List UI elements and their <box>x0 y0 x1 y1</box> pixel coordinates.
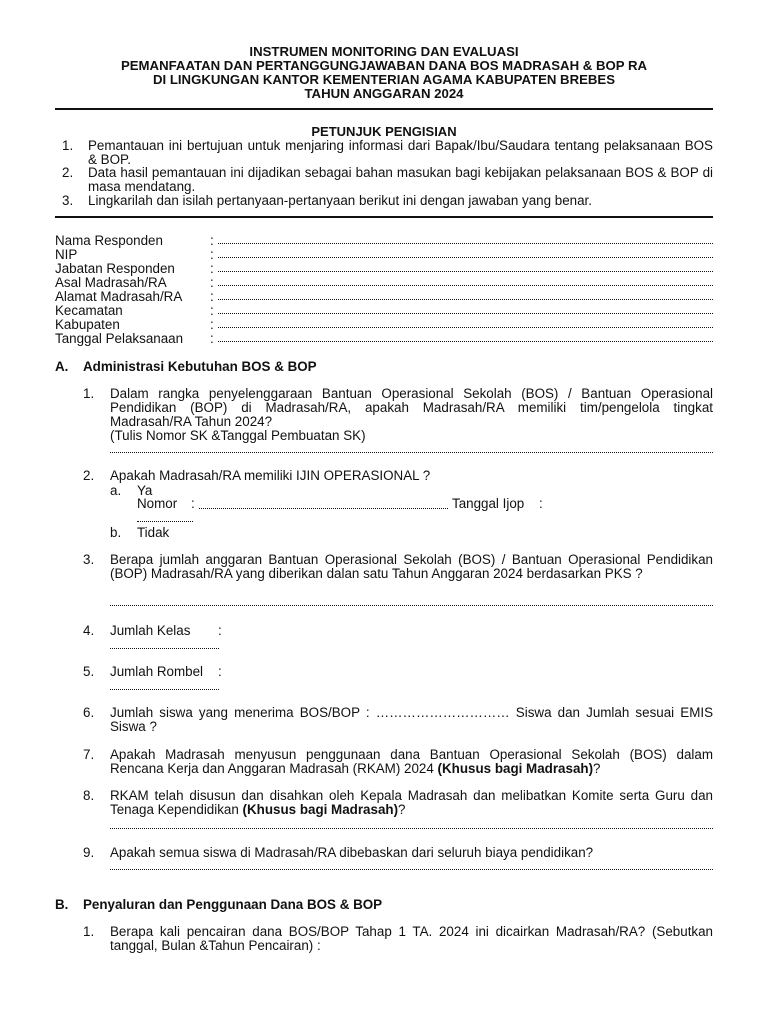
question-text: Jumlah siswa yang menerima BOS/BOP : ………………………… Siswa dan Jumlah sesuai EMIS Siswa ? <box>110 705 713 734</box>
header-line-4: TAHUN ANGGARAN 2024 <box>304 86 464 101</box>
field-label: NIP <box>55 247 78 262</box>
question-a2: 2. Apakah Madrasah/RA memiliki IJIN OPERASIONAL ? <box>83 469 713 483</box>
field-asal-madrasah[interactable]: Asal Madrasah/RA : <box>55 276 713 290</box>
question-a3: 3. Berapa jumlah anggaran Bantuan Operasional Sekolah (BOS) / Bantuan Operasional Pendidikan (BOP) Madrasah/RA yang diberikan dalan satu Tahun Anggaran 2024 berdasarkan PKS ? <box>83 552 713 581</box>
nomor-label: Nomor <box>137 496 178 511</box>
header-divider <box>55 108 713 110</box>
question-a5-text: Jumlah Rombel <box>110 664 204 679</box>
instruction-text: Lingkarilah dan isilah pertanyaan-pertanyaan berikut ini dengan jawaban yang benar. <box>88 193 592 208</box>
question-text: RKAM telah disusun dan disahkan oleh Kepala Madrasah dan melibatkan Komite serta Guru dan Tenaga Kependidikan (Khusus bagi Madrasah)? <box>110 788 713 817</box>
field-alamat-madrasah[interactable]: Alamat Madrasah/RA : <box>55 290 713 304</box>
header-line-3: DI LINGKUNGAN KANTOR KEMENTERIAN AGAMA KABUPATEN BREBES <box>152 72 616 87</box>
instruction-item <box>55 166 713 193</box>
nomor-input-line[interactable] <box>199 508 448 509</box>
field-label: Asal Madrasah/RA <box>55 275 167 290</box>
answer-line[interactable] <box>110 869 713 870</box>
instruction-text: Pemantauan ini bertujuan untuk menjaring informasi dari Bapak/Ibu/Saudara tentang pelaksanaan BOS & BOP. <box>88 138 713 167</box>
question-a9: 9. Apakah semua siswa di Madrasah/RA dibebaskan dari seluruh biaya pendidikan? <box>83 846 713 860</box>
instruction-number: 3. <box>62 193 74 208</box>
field-input-line[interactable] <box>218 271 713 272</box>
field-input-line[interactable] <box>218 341 713 342</box>
petunjuk-title: PETUNJUK PENGISIAN <box>311 124 457 139</box>
field-input-line[interactable] <box>218 299 713 300</box>
field-jabatan-responden[interactable]: Jabatan Responden : <box>55 262 713 276</box>
field-label: Tanggal Pelaksanaan <box>55 331 184 346</box>
answer-line[interactable] <box>110 828 713 829</box>
field-label: Nama Responden <box>55 233 163 248</box>
question-a6: 6. Jumlah siswa yang menerima BOS/BOP : ………………………… Siswa dan Jumlah sesuai EMIS Siswa ? <box>83 705 713 734</box>
field-nama-responden[interactable]: Nama Responden : <box>55 234 713 248</box>
field-tanggal-pelaksanaan[interactable]: Tanggal Pelaksanaan : <box>55 332 713 346</box>
question-text: Berapa kali pencairan dana BOS/BOP Tahap 1 TA. 2024 ini dicairkan Madrasah/RA? (Sebutkan tanggal, Bulan &Tahun Pencairan) : <box>110 924 713 953</box>
question-a8: 8. RKAM telah disusun dan disahkan oleh Kepala Madrasah dan melibatkan Komite serta Guru dan Tenaga Kependidikan (Khusus bagi Madrasah)? <box>83 788 713 817</box>
answer-line[interactable] <box>110 605 713 606</box>
instruction-number: 1. <box>62 138 74 153</box>
field-nip[interactable]: NIP : <box>55 248 713 262</box>
field-label: Alamat Madrasah/RA <box>55 289 183 304</box>
option-ya[interactable]: Ya <box>137 483 153 498</box>
field-input-line[interactable] <box>218 243 713 244</box>
question-b1: 1. Berapa kali pencairan dana BOS/BOP Tahap 1 TA. 2024 ini dicairkan Madrasah/RA? (Sebutkan tanggal, Bulan &Tahun Pencairan) : <box>83 924 713 953</box>
question-text: Dalam rangka penyelenggaraan Bantuan Operasional Sekolah (BOS) / Bantuan Operasional Pendidikan (BOP) di Madrasah/RA, apakah Madrasah/RA memiliki tim/pengelola tingkat Madrasah/RA Tahun 2024? <box>110 386 713 429</box>
field-label: Kecamatan <box>55 303 123 318</box>
question-text: Apakah Madrasah/RA memiliki IJIN OPERASIONAL ? <box>110 468 431 483</box>
instruction-item <box>55 139 713 166</box>
field-kecamatan[interactable]: Kecamatan : <box>55 304 713 318</box>
instruction-number: 2. <box>62 165 74 180</box>
jumlah-kelas-input-line[interactable] <box>110 648 219 649</box>
petunjuk-divider <box>55 216 713 218</box>
jumlah-siswa-blank[interactable]: ………………………… <box>375 705 510 720</box>
question-a4-text: Jumlah Kelas <box>110 623 191 638</box>
option-tidak[interactable]: Tidak <box>137 525 170 540</box>
field-input-line[interactable] <box>218 257 713 258</box>
field-label: Kabupaten <box>55 317 120 332</box>
header-line-1: INSTRUMEN MONITORING DAN EVALUASI <box>249 44 519 59</box>
tanggal-ijop-label: Tanggal Ijop <box>452 496 525 511</box>
document-page: INSTRUMEN MONITORING DAN EVALUASI PEMANFAATAN DAN PERTANGGUNGJAWABAN DANA BOS MADRASAH & BOP RA DI LINGKUNGAN KANTOR KEMENTERIAN AGAMA KABUPATEN BREBES TAHUN ANGGARAN 2024 PETUNJUK PENGISIAN 1. Pemantauan ini bertujuan untuk menjaring informasi dari Bapak/Ibu/Saudara tentang pelaksanaan BOS & BOP. 2. Data hasil pemantauan ini dijadikan sebagai bahan masukan bagi kebijakan pelaksanaan BOS & BOP di masa mendatang. 3. Lingkarilah dan isilah pertanyaan-pertanyaan berikut ini dengan jawaban yang benar. Nama Responden : NIP : Jabatan Responden : Asal Madrasah/RA : Alamat Madrasah/RA : Kecamatan : Kabupaten : Tanggal Pelaksanaan : A. Administrasi Kebutuhan BOS & BOP 1. Dalam rangka penyelenggaraan Bantuan Operasional Sekolah (BOS) / Bantuan Operasional Pendidikan (BOP) di Madrasah/RA, apakah Madrasah/RA memiliki tim/pengelola tingkat Madrasah/RA Tahun 2024? (Tulis Nomor SK &Tanggal Pembuatan SK) 2. Apakah Madrasah/RA memiliki IJIN OPERASIONAL ? a. Ya Nomor : Tanggal Ijop : b. Tidak 3. Berapa jumlah anggaran Bantuan Operasional Sekolah (BOS) / Bantuan Operasional Pendidikan (BOP) Madrasah/RA yang diberikan dalan satu Tahun Anggaran 2024 berdasarkan PKS ? 4. Jumlah Kelas : 5. Jumlah Rombel : 6. Jumlah siswa yang menerima BOS/BOP : ………………………… Siswa dan Jumlah sesuai EMIS Siswa ? 7. Apakah Madrasah menyusun penggunaan dana Bantuan Operasional Sekolah (BOS) dalam Rencana Kerja dan Anggaran Madrasah (RKAM) 2024 (Khusus bagi Madrasah)? 8. RKAM telah disusun dan disahkan oleh Kepala Madrasah dan melibatkan Komite serta Guru dan Tenaga Kependidikan (Khusus bagi Madrasah)? 9. Apakah semua siswa di Madrasah/RA dibebaskan dari seluruh biaya pendidikan? B. Penyaluran dan Penggunaan Dana BOS & BOP 1. Berapa kali pencairan dana BOS/BOP Tahap 1 TA. 2024 ini dicairkan Madrasah/RA? (Sebutkan tanggal, Bulan &Tahun Pencairan) : <box>0 0 768 1024</box>
question-text: Berapa jumlah anggaran Bantuan Operasional Sekolah (BOS) / Bantuan Operasional Pendidikan (BOP) Madrasah/RA yang diberikan dalan satu Tahun Anggaran 2024 berdasarkan PKS ? <box>110 552 713 581</box>
instruction-text: Data hasil pemantauan ini dijadikan sebagai bahan masukan bagi kebijakan pelaksanaan BOS & BOP di masa mendatang. <box>88 165 713 194</box>
tanggal-ijop-input-line[interactable] <box>137 521 193 522</box>
question-a5-number: 5. <box>83 664 95 679</box>
field-input-line[interactable] <box>218 327 713 328</box>
section-title: Administrasi Kebutuhan BOS & BOP <box>83 359 317 374</box>
question-text: Apakah Madrasah menyusun penggunaan dana Bantuan Operasional Sekolah (BOS) dalam Rencana Kerja dan Anggaran Madrasah (RKAM) 2024 (Khusus bagi Madrasah)? <box>110 747 713 776</box>
question-a7: 7. Apakah Madrasah menyusun penggunaan dana Bantuan Operasional Sekolah (BOS) dalam Rencana Kerja dan Anggaran Madrasah (RKAM) 2024 (Khusus bagi Madrasah)? <box>83 747 713 776</box>
section-title: Penyaluran dan Penggunaan Dana BOS & BOP <box>83 897 383 912</box>
field-input-line[interactable] <box>218 285 713 286</box>
field-input-line[interactable] <box>218 313 713 314</box>
question-a4-number: 4. <box>83 623 95 638</box>
jumlah-rombel-input-line[interactable] <box>110 689 219 690</box>
option-letter: b. <box>110 525 122 540</box>
instruction-item <box>55 194 713 208</box>
option-letter: a. <box>110 483 122 498</box>
question-a1: 1. Dalam rangka penyelenggaraan Bantuan Operasional Sekolah (BOS) / Bantuan Operasional Pendidikan (BOP) di Madrasah/RA, apakah Madrasah/RA memiliki tim/pengelola tingkat Madrasah/RA Tahun 2024? (Tulis Nomor SK &Tanggal Pembuatan SK) <box>83 386 713 443</box>
answer-line[interactable] <box>110 452 713 453</box>
field-kabupaten[interactable]: Kabupaten : <box>55 318 713 332</box>
question-note: (Tulis Nomor SK &Tanggal Pembuatan SK) <box>110 428 366 443</box>
header-line-2: PEMANFAATAN DAN PERTANGGUNGJAWABAN DANA BOS MADRASAH & BOP RA <box>120 58 648 73</box>
field-label: Jabatan Responden <box>55 261 175 276</box>
question-text: Apakah semua siswa di Madrasah/RA dibebaskan dari seluruh biaya pendidikan? <box>110 845 594 860</box>
